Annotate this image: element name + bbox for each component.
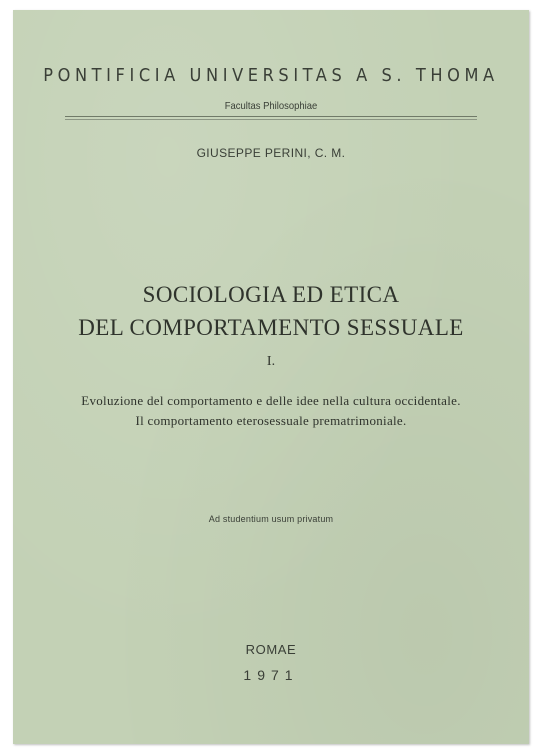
- volume-number: I.: [266, 354, 276, 369]
- subtitle-line-1: Evoluzione del comportamento e delle idee nella cultura occidentale.: [81, 393, 461, 408]
- book-cover: [13, 10, 529, 744]
- usage-note: Ad studentium usum privatum: [208, 514, 334, 524]
- header-rule-top: [65, 116, 477, 117]
- faculty-name: Facultas Philosophiae: [224, 100, 318, 112]
- author-name: GIUSEPPE PERINI, C. M.: [196, 146, 346, 160]
- publication-place: ROMAE: [245, 642, 297, 657]
- institution-name: PONTIFICIA UNIVERSITAS A S. THOMA: [43, 65, 499, 86]
- title-line-1: SOCIOLOGIA ED ETICA: [142, 282, 400, 307]
- subtitle-line-2: Il comportamento eterosessuale prematrimoniale.: [135, 413, 407, 428]
- header-rule-bottom: [65, 119, 477, 120]
- publication-year: 1971: [243, 667, 299, 683]
- title-line-2: DEL COMPORTAMENTO SESSUALE: [78, 315, 464, 340]
